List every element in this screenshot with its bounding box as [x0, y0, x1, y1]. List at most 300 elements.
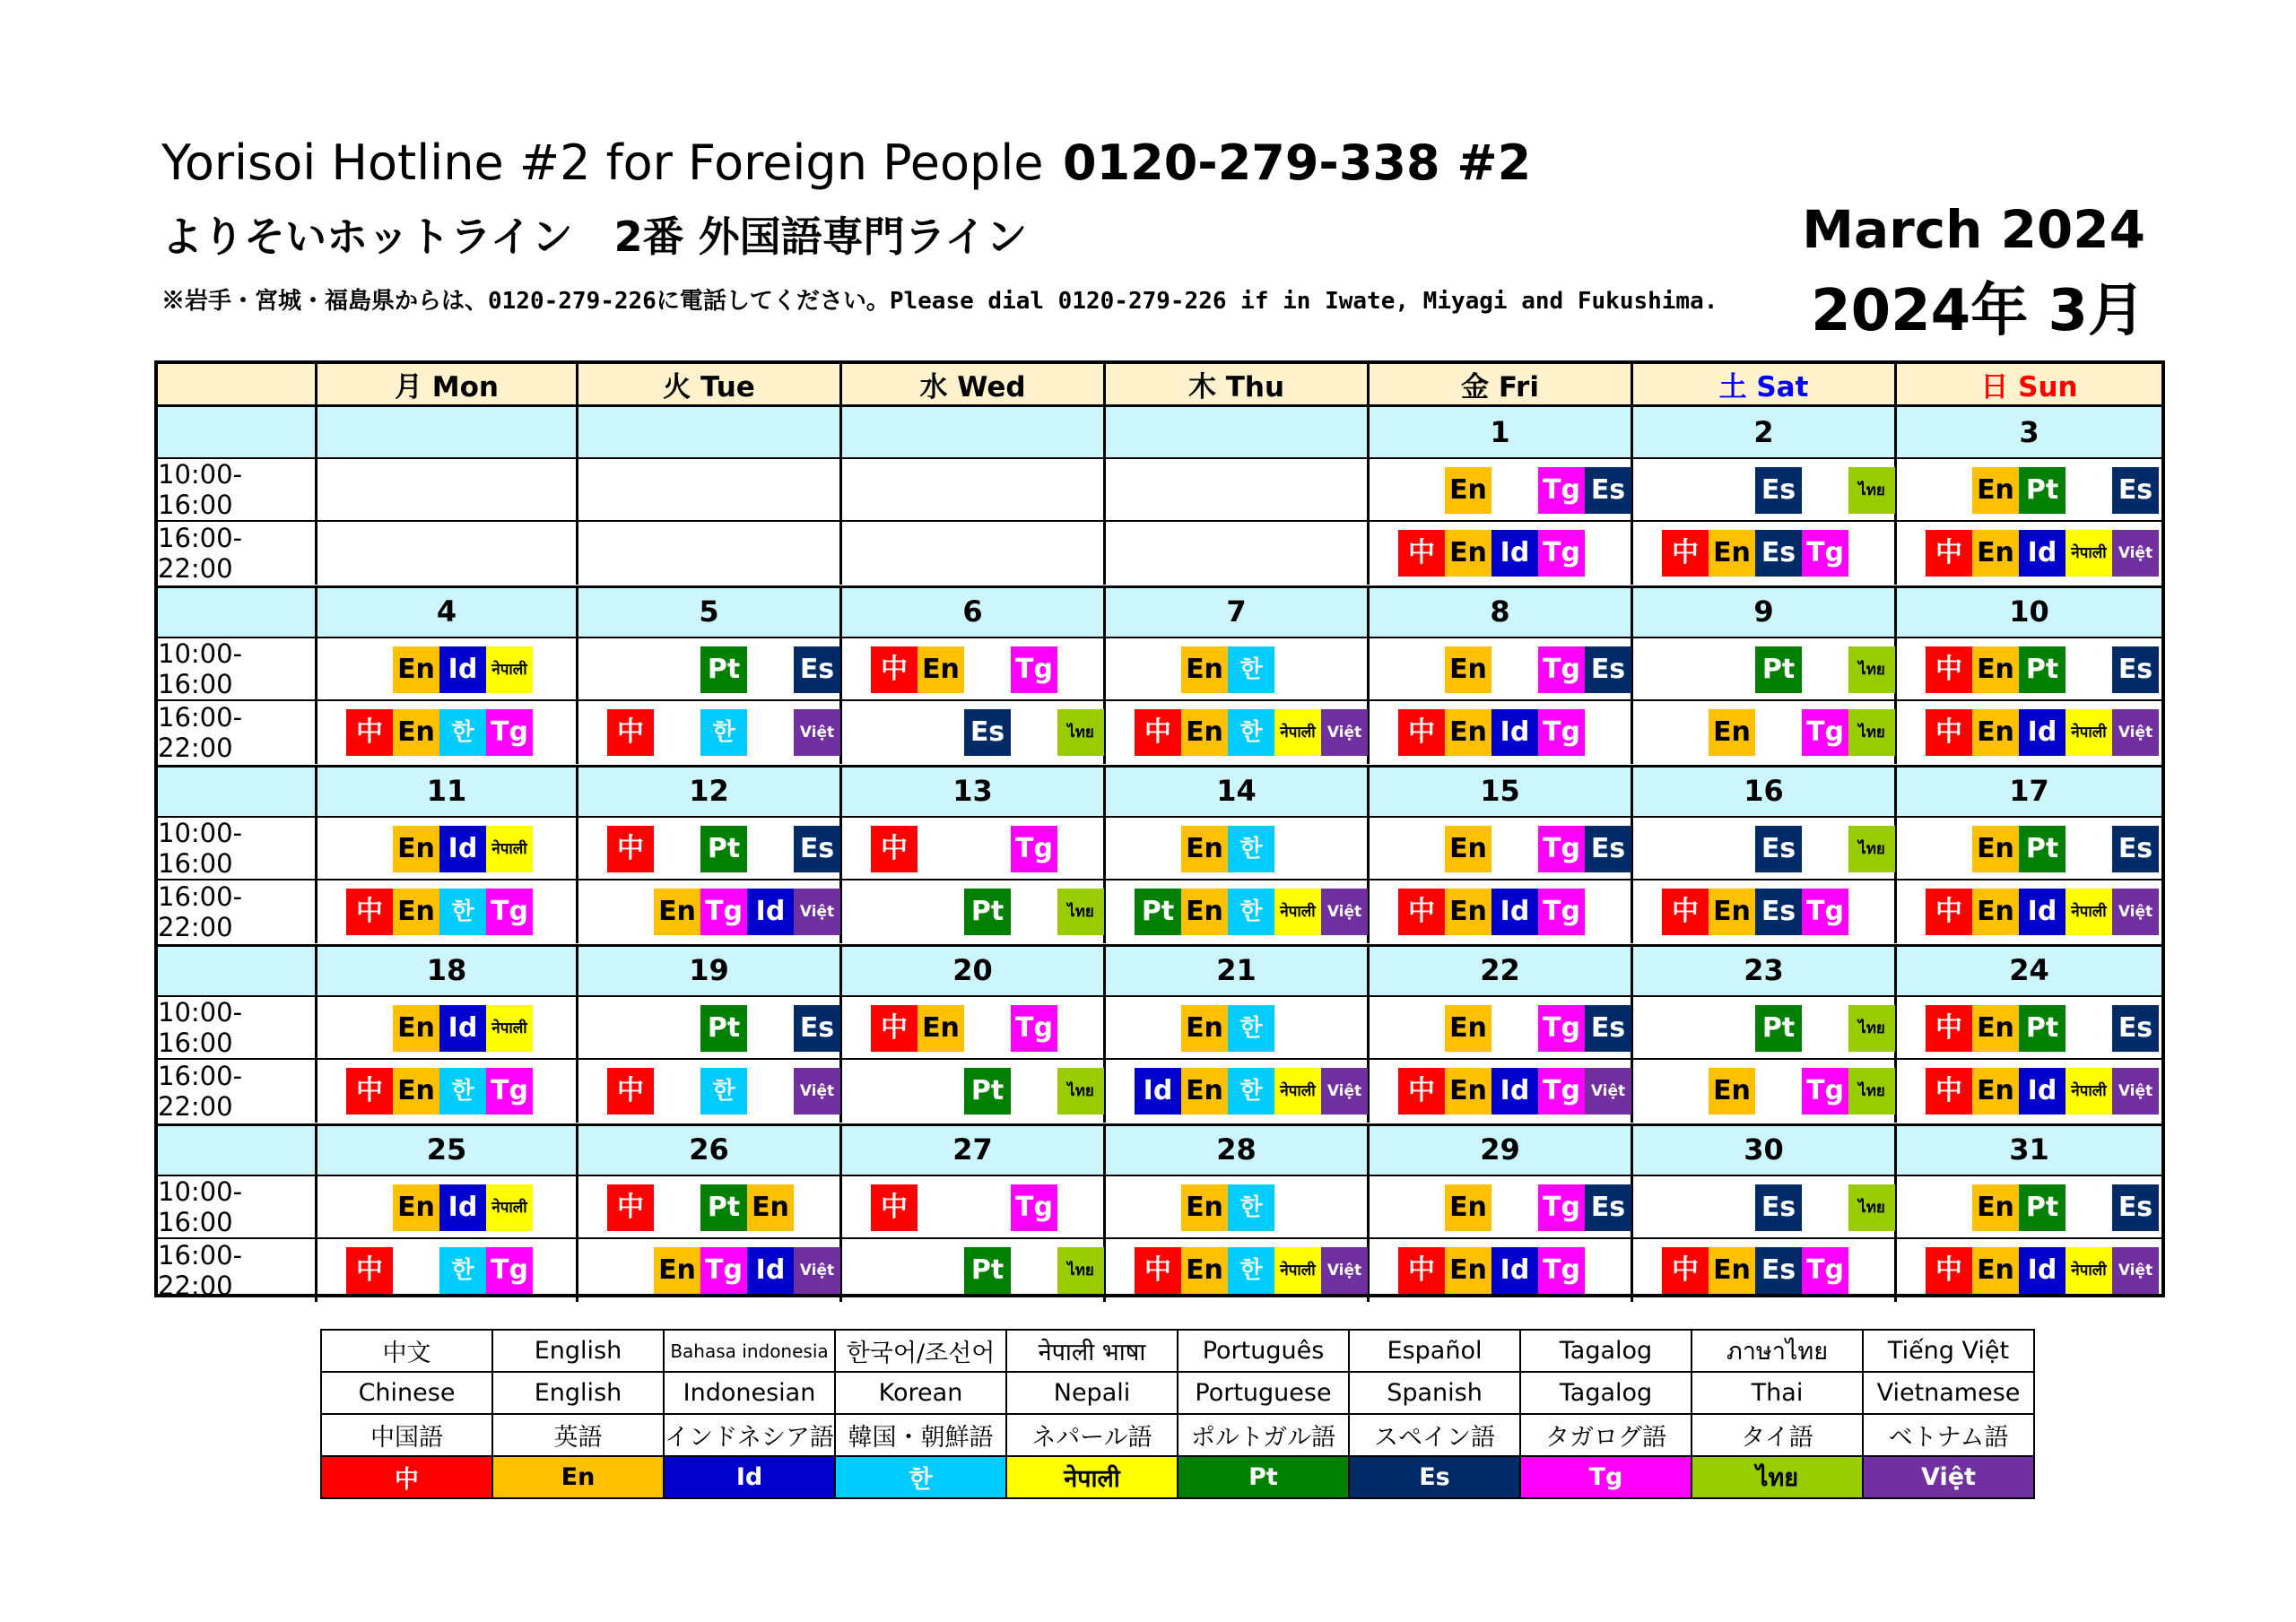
language-badge-zh: 中 — [607, 1068, 654, 1115]
language-badge-pt: Pt — [2019, 826, 2066, 872]
language-badge-vi: Việt — [1321, 1247, 1368, 1294]
legend-cell: 韓国・朝鮮語 — [835, 1414, 1006, 1456]
schedule-cell — [1633, 1060, 1897, 1123]
schedule-cell — [317, 701, 578, 764]
language-badge-pt: Pt — [2019, 467, 2066, 514]
language-badge-es: Es — [1755, 530, 1802, 577]
date-number: 1 — [1370, 407, 1633, 457]
language-badge-es: Es — [1755, 1184, 1802, 1231]
language-badge-tg: Tg — [1011, 646, 1057, 693]
legend-row-chips — [321, 1456, 2034, 1498]
legend-cell: English — [492, 1330, 664, 1372]
language-badge-tg: Tg — [1802, 1068, 1848, 1115]
language-badge-id: Id — [1492, 1068, 1538, 1115]
legend-cell: 英語 — [492, 1414, 664, 1456]
schedule-cell — [578, 459, 842, 520]
legend-cell: English — [492, 1372, 664, 1414]
language-badge-ko: 한 — [700, 709, 747, 756]
language-badge-vi: Việt — [1321, 709, 1368, 756]
schedule-cell — [578, 1176, 842, 1237]
language-badge-es: Es — [1585, 467, 1631, 514]
schedule-cell — [317, 1060, 578, 1123]
language-badge-id: Id — [747, 1247, 794, 1294]
legend-cell: Korean — [835, 1372, 1006, 1414]
time-slot-label: 10:00-16:00 — [158, 818, 317, 879]
language-badge-es: Es — [1755, 889, 1802, 935]
language-badge-tg: Tg — [1802, 709, 1848, 756]
language-badge-tg: Tg — [1538, 1005, 1585, 1052]
week-date-row — [158, 407, 2161, 459]
schedule-cell — [1897, 522, 2161, 585]
time-slot-row — [158, 1239, 2161, 1302]
week-separator — [158, 585, 2161, 588]
week-separator — [158, 944, 2161, 947]
weekday-header: 金 Fri — [1370, 364, 1633, 407]
time-slot-row — [158, 701, 2161, 764]
legend-cell: タガログ語 — [1520, 1414, 1692, 1456]
language-badge-tg: Tg — [1538, 889, 1585, 935]
language-badge-es: Es — [2112, 826, 2159, 872]
language-badge-zh: 中 — [346, 1247, 393, 1294]
schedule-cell — [842, 997, 1106, 1058]
language-badge-es: Es — [794, 826, 840, 872]
language-badge-zh: 中 — [346, 1068, 393, 1115]
legend-cell: Tagalog — [1520, 1372, 1692, 1414]
language-badge-zh: 中 — [1926, 1005, 1972, 1052]
language-badge-es: Es — [794, 646, 840, 693]
language-badge-zh: 中 — [1926, 889, 1972, 935]
legend-row-english — [321, 1372, 2034, 1414]
legend-cell: 한국어/조선어 — [835, 1330, 1006, 1372]
schedule-cell — [1370, 997, 1633, 1058]
language-badge-ko: 한 — [1228, 889, 1274, 935]
schedule-calendar — [154, 360, 2165, 1301]
language-badge-en: En — [393, 1005, 439, 1052]
language-badge-pt: Pt — [2019, 1005, 2066, 1052]
language-badge-tg: Tg — [1802, 889, 1848, 935]
schedule-cell — [578, 1239, 842, 1302]
time-slot-label: 16:00-22:00 — [158, 522, 317, 585]
legend-cell: Nepali — [1006, 1372, 1178, 1414]
date-number: 19 — [578, 945, 842, 995]
schedule-cell — [842, 1176, 1106, 1237]
language-badge-zh: 中 — [1398, 889, 1445, 935]
schedule-cell — [1370, 818, 1633, 879]
date-number: 8 — [1370, 586, 1633, 637]
language-badge-ne: नेपाली — [2066, 889, 2112, 935]
language-badge-ko: 한 — [439, 709, 486, 756]
language-badge-es: Es — [1585, 646, 1631, 693]
language-badge-ne: नेपाली — [2066, 530, 2112, 577]
language-badge-en: En — [1445, 1247, 1492, 1294]
schedule-cell — [578, 701, 842, 764]
language-badge-vi: Việt — [794, 1247, 840, 1294]
legend-cell: Tiếng Việt — [1863, 1330, 2034, 1372]
language-badge-zh: 中 — [346, 889, 393, 935]
date-number — [842, 407, 1106, 457]
language-badge-en: En — [1709, 1068, 1755, 1115]
language-badge-en: En — [1445, 709, 1492, 756]
language-badge-ko: 한 — [1228, 709, 1274, 756]
schedule-cell — [1106, 701, 1370, 764]
language-badge-zh: 中 — [607, 709, 654, 756]
schedule-cell — [317, 818, 578, 879]
schedule-cell — [1897, 1060, 2161, 1123]
time-slot-row — [158, 522, 2161, 585]
week-date-row — [158, 1124, 2161, 1176]
date-number: 5 — [578, 586, 842, 637]
schedule-cell — [317, 880, 578, 943]
language-badge-zh: 中 — [1398, 530, 1445, 577]
language-badge-id: Id — [1492, 889, 1538, 935]
schedule-cell — [317, 997, 578, 1058]
language-badge-en: En — [1445, 889, 1492, 935]
language-badge-ne: नेपाली — [2066, 1068, 2112, 1115]
language-badge-en: En — [1972, 889, 2019, 935]
language-badge-tg: Tg — [486, 889, 533, 935]
legend-chip-tg: Tg — [1520, 1456, 1692, 1498]
schedule-cell — [1370, 1239, 1633, 1302]
date-number: 7 — [1106, 586, 1370, 637]
language-badge-en: En — [1445, 646, 1492, 693]
language-badge-ne: नेपाली — [1274, 1068, 1321, 1115]
schedule-cell — [1633, 997, 1897, 1058]
schedule-cell — [842, 701, 1106, 764]
language-badge-ko: 한 — [1228, 1247, 1274, 1294]
legend-cell: インドネシア語 — [664, 1414, 835, 1456]
legend-chip-pt: Pt — [1178, 1456, 1349, 1498]
time-slot-label: 16:00-22:00 — [158, 1060, 317, 1123]
legend-cell: Español — [1349, 1330, 1520, 1372]
language-badge-tg: Tg — [1538, 709, 1585, 756]
language-badge-pt: Pt — [1755, 646, 1802, 693]
language-badge-en: En — [393, 646, 439, 693]
language-badge-tg: Tg — [1538, 646, 1585, 693]
schedule-cell — [1106, 997, 1370, 1058]
language-badge-en: En — [918, 1005, 964, 1052]
date-number: 22 — [1370, 945, 1633, 995]
schedule-cell — [842, 638, 1106, 699]
language-badge-id: Id — [1492, 709, 1538, 756]
language-badge-es: Es — [2112, 467, 2159, 514]
language-badge-id: Id — [2019, 889, 2066, 935]
language-badge-en: En — [1709, 709, 1755, 756]
week-separator — [158, 1123, 2161, 1126]
schedule-cell — [1106, 1239, 1370, 1302]
legend-cell: ベトナム語 — [1863, 1414, 2034, 1456]
language-badge-tg: Tg — [700, 889, 747, 935]
language-badge-ne: नेपाली — [486, 1184, 533, 1231]
legend-chip-vi: Việt — [1863, 1456, 2034, 1498]
language-badge-en: En — [1181, 1184, 1228, 1231]
date-number: 24 — [2009, 953, 2049, 987]
week-date-row — [158, 945, 2161, 997]
language-badge-vi: Việt — [1585, 1068, 1631, 1115]
hotline-title-japanese: よりそいホットライン 2番 外国語専門ライン — [161, 213, 1028, 261]
schedule-cell — [1897, 459, 2161, 520]
language-badge-en: En — [1972, 1247, 2019, 1294]
language-badge-zh: 中 — [871, 1005, 918, 1052]
date-number: 11 — [317, 766, 578, 816]
legend-cell: Bahasa indonesia — [664, 1330, 835, 1372]
language-badge-pt: Pt — [964, 889, 1011, 935]
language-badge-en: En — [393, 889, 439, 935]
date-row-label-blank — [158, 407, 317, 457]
language-badge-vi: Việt — [1321, 889, 1368, 935]
language-badge-th: ไทย — [1848, 826, 1895, 872]
language-badge-zh: 中 — [1398, 709, 1445, 756]
language-badge-ne: नेपाली — [1274, 1247, 1321, 1294]
schedule-cell — [842, 1239, 1106, 1302]
date-row-label-blank — [158, 1124, 317, 1175]
legend-chip-ne: नेपाली — [1006, 1456, 1178, 1498]
language-badge-es: Es — [1755, 467, 1802, 514]
language-badge-pt: Pt — [964, 1247, 1011, 1294]
language-badge-en: En — [1972, 646, 2019, 693]
language-badge-th: ไทย — [1057, 709, 1104, 756]
language-badge-en: En — [1972, 467, 2019, 514]
date-number: 2 — [1633, 407, 1897, 457]
legend-chip-en: En — [492, 1456, 664, 1498]
language-badge-en: En — [1181, 1247, 1228, 1294]
language-badge-pt: Pt — [700, 646, 747, 693]
language-badge-es: Es — [1755, 826, 1802, 872]
language-badge-zh: 中 — [1662, 1247, 1709, 1294]
week-date-row — [158, 766, 2161, 818]
hotline-phone-number[interactable]: 0120-279-338 #2 — [1063, 134, 1532, 191]
language-badge-ko: 한 — [439, 1068, 486, 1115]
language-badge-tg: Tg — [1538, 1068, 1585, 1115]
legend-cell: ภาษาไทย — [1692, 1330, 1863, 1372]
time-slot-label: 16:00-22:00 — [158, 880, 317, 943]
language-badge-tg: Tg — [1802, 530, 1848, 577]
date-number: 17 — [2009, 774, 2049, 808]
time-slot-row — [158, 1060, 2161, 1123]
legend-cell: Português — [1178, 1330, 1349, 1372]
language-badge-en: En — [1972, 709, 2019, 756]
date-number: 20 — [842, 945, 1106, 995]
language-badge-zh: 中 — [1926, 1068, 1972, 1115]
language-badge-th: ไทย — [1057, 1247, 1104, 1294]
schedule-cell — [1370, 1176, 1633, 1237]
time-slot-label: 10:00-16:00 — [158, 638, 317, 699]
language-badge-ko: 한 — [439, 1247, 486, 1294]
legend-row-native — [321, 1330, 2034, 1372]
schedule-cell — [1370, 522, 1633, 585]
time-slot-row — [158, 459, 2161, 522]
schedule-cell — [1106, 459, 1370, 520]
language-badge-ko: 한 — [700, 1068, 747, 1115]
week-date-row — [158, 586, 2161, 638]
date-number: 4 — [317, 586, 578, 637]
language-badge-vi: Việt — [794, 709, 840, 756]
language-badge-en: En — [1972, 826, 2019, 872]
language-badge-id: Id — [439, 826, 486, 872]
language-badge-es: Es — [2112, 646, 2159, 693]
language-badge-tg: Tg — [700, 1247, 747, 1294]
language-badge-id: Id — [439, 1184, 486, 1231]
schedule-cell — [842, 1060, 1106, 1123]
date-number: 12 — [578, 766, 842, 816]
language-badge-ko: 한 — [1228, 646, 1274, 693]
language-badge-zh: 中 — [1926, 646, 1972, 693]
language-badge-en: En — [1709, 1247, 1755, 1294]
schedule-cell — [1370, 880, 1633, 943]
column-header-blank — [158, 364, 317, 407]
language-badge-pt: Pt — [2019, 1184, 2066, 1231]
language-badge-en: En — [654, 889, 700, 935]
legend-chip-es: Es — [1349, 1456, 1520, 1498]
schedule-cell — [1633, 459, 1897, 520]
legend-chip-zh: 中 — [321, 1456, 492, 1498]
schedule-cell — [1370, 701, 1633, 764]
language-badge-ko: 한 — [1228, 1068, 1274, 1115]
legend-cell: ポルトガル語 — [1178, 1414, 1349, 1456]
schedule-cell — [1370, 638, 1633, 699]
language-badge-tg: Tg — [1802, 1247, 1848, 1294]
time-slot-row — [158, 818, 2161, 880]
time-slot-row — [158, 880, 2161, 943]
language-badge-en: En — [1709, 530, 1755, 577]
language-badge-tg: Tg — [1538, 467, 1585, 514]
language-badge-en: En — [393, 709, 439, 756]
language-badge-en: En — [393, 826, 439, 872]
language-badge-id: Id — [747, 889, 794, 935]
legend-cell: Thai — [1692, 1372, 1863, 1414]
date-number: 3 — [2019, 415, 2039, 449]
legend-cell: ネパール語 — [1006, 1414, 1178, 1456]
language-badge-en: En — [747, 1184, 794, 1231]
legend-row-japanese — [321, 1414, 2034, 1456]
language-badge-ko: 한 — [1228, 1184, 1274, 1231]
language-badge-pt: Pt — [2019, 646, 2066, 693]
date-number: 16 — [1633, 766, 1897, 816]
date-number: 27 — [842, 1124, 1106, 1175]
schedule-cell — [1106, 818, 1370, 879]
date-number: 23 — [1633, 945, 1897, 995]
language-badge-zh: 中 — [1926, 1247, 1972, 1294]
weekday-header: 土 Sat — [1633, 364, 1897, 407]
language-badge-en: En — [918, 646, 964, 693]
schedule-cell — [1633, 880, 1897, 943]
schedule-cell — [1106, 880, 1370, 943]
schedule-cell — [842, 522, 1106, 585]
language-badge-tg: Tg — [486, 1068, 533, 1115]
schedule-cell — [1897, 1239, 2161, 1302]
date-number: 6 — [842, 586, 1106, 637]
legend-chip-ko: 한 — [835, 1456, 1006, 1498]
language-badge-en: En — [1972, 1005, 2019, 1052]
language-badge-en: En — [1181, 646, 1228, 693]
time-slot-label: 16:00-22:00 — [158, 701, 317, 764]
regional-dial-note: ※岩手・宮城・福島県からは、0120-279-226に電話してください。Please dial 0120-279-226 if in Iwate, Miyagi and Fukushima. — [161, 288, 1718, 315]
schedule-cell — [1633, 1176, 1897, 1237]
language-badge-pt: Pt — [1755, 1005, 1802, 1052]
date-number: 26 — [578, 1124, 842, 1175]
language-badge-ne: नेपाली — [2066, 1247, 2112, 1294]
language-badge-id: Id — [1135, 1068, 1181, 1115]
weekday-header: 月 Mon — [317, 364, 578, 407]
language-badge-es: Es — [794, 1005, 840, 1052]
legend-cell: タイ語 — [1692, 1414, 1863, 1456]
language-badge-vi: Việt — [2112, 709, 2159, 756]
schedule-cell — [1106, 1176, 1370, 1237]
language-badge-en: En — [393, 1184, 439, 1231]
legend-cell: Indonesian — [664, 1372, 835, 1414]
time-slot-label: 16:00-22:00 — [158, 1239, 317, 1302]
week-separator — [158, 765, 2161, 768]
schedule-cell — [1106, 638, 1370, 699]
hotline-title-english: Yorisoi Hotline #2 for Foreign People — [161, 134, 1044, 191]
date-number: 18 — [317, 945, 578, 995]
language-badge-en: En — [1972, 1068, 2019, 1115]
language-badge-tg: Tg — [1011, 826, 1057, 872]
language-badge-en: En — [1181, 889, 1228, 935]
language-badge-th: ไทย — [1848, 467, 1895, 514]
language-badge-tg: Tg — [486, 709, 533, 756]
date-row-label-blank — [158, 945, 317, 995]
language-badge-vi: Việt — [794, 1068, 840, 1115]
legend-cell: 中文 — [321, 1330, 492, 1372]
language-badge-zh: 中 — [1398, 1068, 1445, 1115]
schedule-cell — [842, 459, 1106, 520]
schedule-cell — [1897, 638, 2161, 699]
language-badge-es: Es — [1585, 1184, 1631, 1231]
language-badge-pt: Pt — [700, 1184, 747, 1231]
language-badge-zh: 中 — [871, 826, 918, 872]
schedule-cell — [578, 997, 842, 1058]
language-badge-id: Id — [439, 646, 486, 693]
language-badge-id: Id — [2019, 1068, 2066, 1115]
weekday-header: 水 Wed — [842, 364, 1106, 407]
time-slot-label: 10:00-16:00 — [158, 459, 317, 520]
language-badge-tg: Tg — [1538, 530, 1585, 577]
language-badge-en: En — [1445, 1005, 1492, 1052]
date-number: 31 — [2009, 1132, 2049, 1167]
language-badge-en: En — [1181, 1005, 1228, 1052]
language-badge-tg: Tg — [1011, 1184, 1057, 1231]
schedule-cell — [1897, 1176, 2161, 1237]
time-slot-row — [158, 638, 2161, 701]
language-badge-en: En — [1181, 709, 1228, 756]
language-badge-vi: Việt — [2112, 530, 2159, 577]
language-badge-zh: 中 — [346, 709, 393, 756]
language-badge-en: En — [1181, 1068, 1228, 1115]
schedule-cell — [317, 1239, 578, 1302]
time-slot-label: 10:00-16:00 — [158, 997, 317, 1058]
language-badge-ko: 한 — [439, 889, 486, 935]
language-badge-vi: Việt — [2112, 889, 2159, 935]
schedule-cell — [317, 1176, 578, 1237]
language-badge-zh: 中 — [1926, 709, 1972, 756]
weekday-header: 火 Tue — [578, 364, 842, 407]
schedule-cell — [1370, 459, 1633, 520]
language-badge-ne: नेपाली — [1274, 709, 1321, 756]
legend-cell: Vietnamese — [1863, 1372, 2034, 1414]
schedule-cell — [1897, 997, 2161, 1058]
language-badge-ne: नेपाली — [1274, 889, 1321, 935]
language-badge-ne: नेपाली — [486, 1005, 533, 1052]
language-badge-es: Es — [1755, 1247, 1802, 1294]
schedule-cell — [578, 522, 842, 585]
schedule-cell — [1633, 701, 1897, 764]
language-badge-tg: Tg — [1538, 1184, 1585, 1231]
language-badge-th: ไทย — [1848, 646, 1895, 693]
schedule-cell — [1897, 818, 2161, 879]
schedule-cell — [317, 459, 578, 520]
date-number — [578, 407, 842, 457]
date-number: 30 — [1633, 1124, 1897, 1175]
